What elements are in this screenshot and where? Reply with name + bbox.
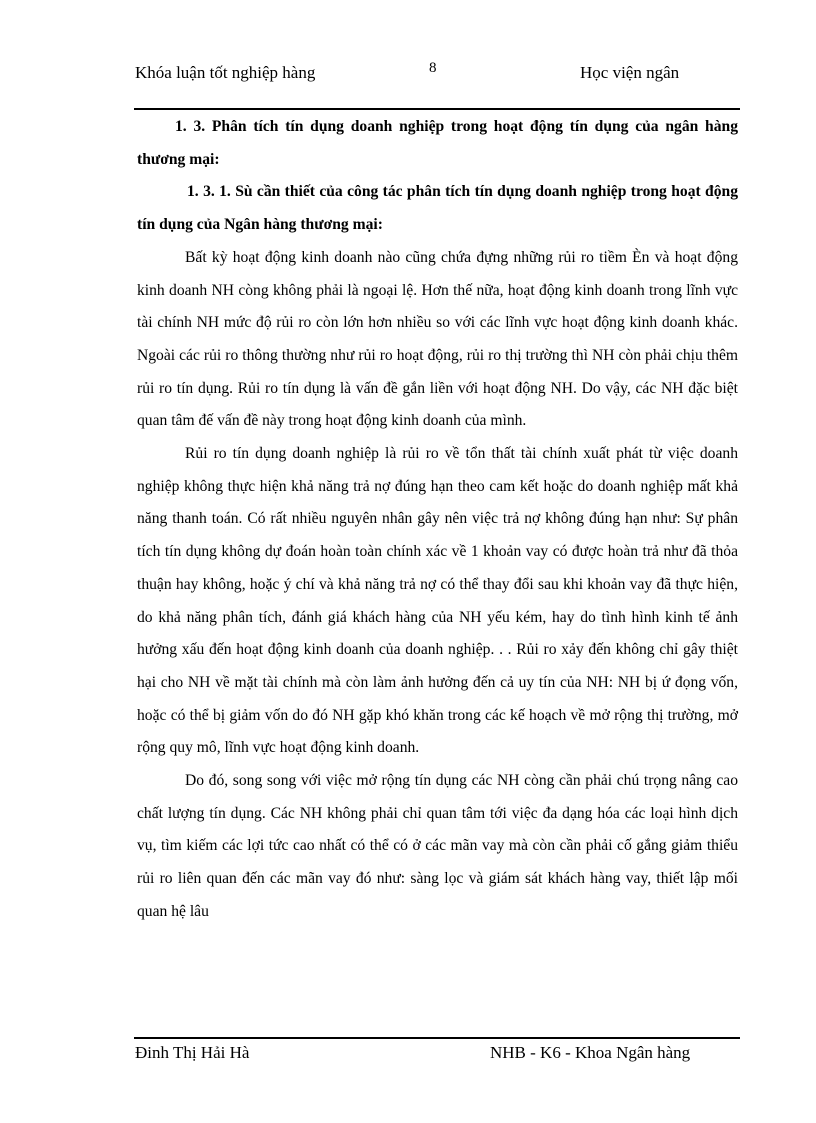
section-heading: 1. 3. Phân tích tín dụng doanh nghiệp trong hoạt động tín dụng của ngân hàng thương mại:	[137, 118, 738, 168]
document-body	[137, 111, 738, 929]
page-number: 8	[429, 60, 437, 76]
footer-author: Đinh Thị Hải Hà	[135, 1043, 250, 1062]
footer-rule	[134, 1037, 740, 1039]
header-rule	[134, 108, 740, 110]
paragraph-1: Bất kỳ hoạt động kinh doanh nào cũng chứa đựng những rủi ro tiềm Èn và hoạt động kinh doanh NH còng không phải là ngoại lệ. Hơn thế nữa, hoạt động kinh doanh trong lĩnh vực tài chính NH mức độ rủi ro còn lớn hơn nhiều so với các lĩnh vực hoạt động kinh doanh khác. Ngoài các rủi ro thông thường như rủi ro hoạt động, rủi ro thị trường thì NH còn phải chịu thêm rủi ro tín dụng. Rủi ro tín dụng là vấn đề gắn liền với hoạt động NH. Do vậy, các NH đặc biệt quan tâm đế vấn đề này trong hoạt động kinh doanh của mình.	[137, 248, 738, 430]
footer-class: NHB - K6 - Khoa Ngân hàng	[490, 1043, 691, 1062]
header-right-text: Học viện ngân	[580, 63, 680, 82]
header-left-text: Khóa luận tốt nghiệp hàng	[135, 63, 316, 82]
paragraph-3: Do đó, song song với việc mở rộng tín dụng các NH còng cần phải chú trọng nâng cao chất lượng tín dụng. Các NH không phải chỉ quan tâm tới việc đa dạng hóa các loại hình dịch vụ, tìm kiếm các lợi tức cao nhất có thể có ở các mãn vay mà còn cần phải cố gắng giảm thiểu rủi ro liên quan đến các mãn vay đó như: sàng lọc và giám sát khách hàng vay, thiết lập mối quan hệ lâu	[137, 772, 738, 920]
subsection-heading: 1. 3. 1. Sù cần thiết của công tác phân tích tín dụng doanh nghiệp trong hoạt động tín dụng của Ngân hàng thương mại:	[137, 183, 738, 234]
paragraph-2: Rủi ro tín dụng doanh nghiệp là rủi ro về tổn thất tài chính xuất phát từ việc doanh nghiệp không thực hiện khả năng trả nợ đúng hạn theo cam kết hoặc do doanh nghiệp mất khả năng thanh toán. Có rất nhiều nguyên nhân gây nên việc trả nợ không đúng hạn như: Sự phân tích tín dụng không dự đoán hoàn toàn chính xác về 1 khoản vay có được hoàn trả như đã thỏa thuận hay không, hoặc ý chí và khả năng trả nợ có thể thay đổi sau khi khoản vay đã thực hiện, do khả năng phân tích, đánh giá khách hàng của NH yếu kém, hay do tình hình kinh tế ảnh hưởng xấu đến hoạt động kinh doanh của doanh nghiệp. . . Rủi ro xảy đến không chỉ gây thiệt hại cho NH về mặt tài chính mà còn làm ảnh hưởng đến cả uy tín của NH: NH bị ứ đọng vốn, hoặc có thể bị giảm vốn do đó NH gặp khó khăn trong các kế hoạch về mở rộng thị trường, mở rộng quy mô, lĩnh vực hoạt động kinh doanh.	[137, 445, 738, 757]
